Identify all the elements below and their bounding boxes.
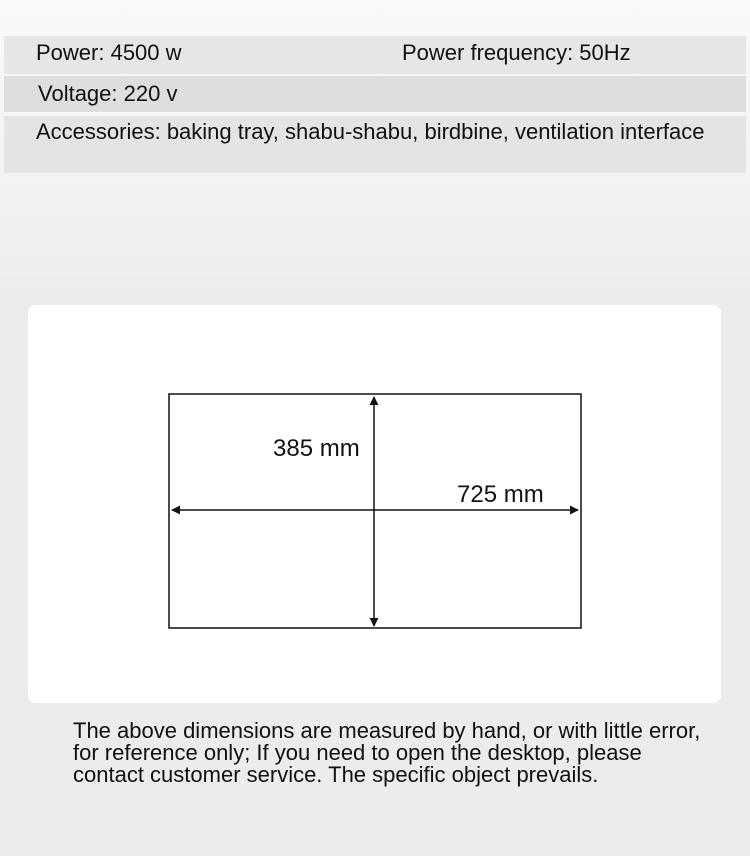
spec-row-voltage <box>4 76 746 112</box>
dimension-diagram <box>28 305 721 703</box>
power-spec: Power: 4500 w <box>36 40 182 65</box>
voltage-spec: Voltage: 220 v <box>38 81 178 106</box>
dimension-diagram-card <box>28 305 721 703</box>
disclaimer-note: The above dimensions are measured by hand, or with little error, for reference only; If you need to open the desktop, please contact customer service. The specific object prevails. <box>73 718 701 787</box>
spec-row-accessories <box>4 116 746 173</box>
accessories-spec: Accessories: baking tray, shabu-shabu, birdbine, ventilation interface <box>36 119 705 144</box>
spec-row-power <box>4 36 746 74</box>
outline-rectangle <box>169 394 581 628</box>
width-label: 725 mm <box>457 481 544 508</box>
height-label: 385 mm <box>273 435 360 462</box>
power-frequency-spec: Power frequency: 50Hz <box>402 40 631 65</box>
